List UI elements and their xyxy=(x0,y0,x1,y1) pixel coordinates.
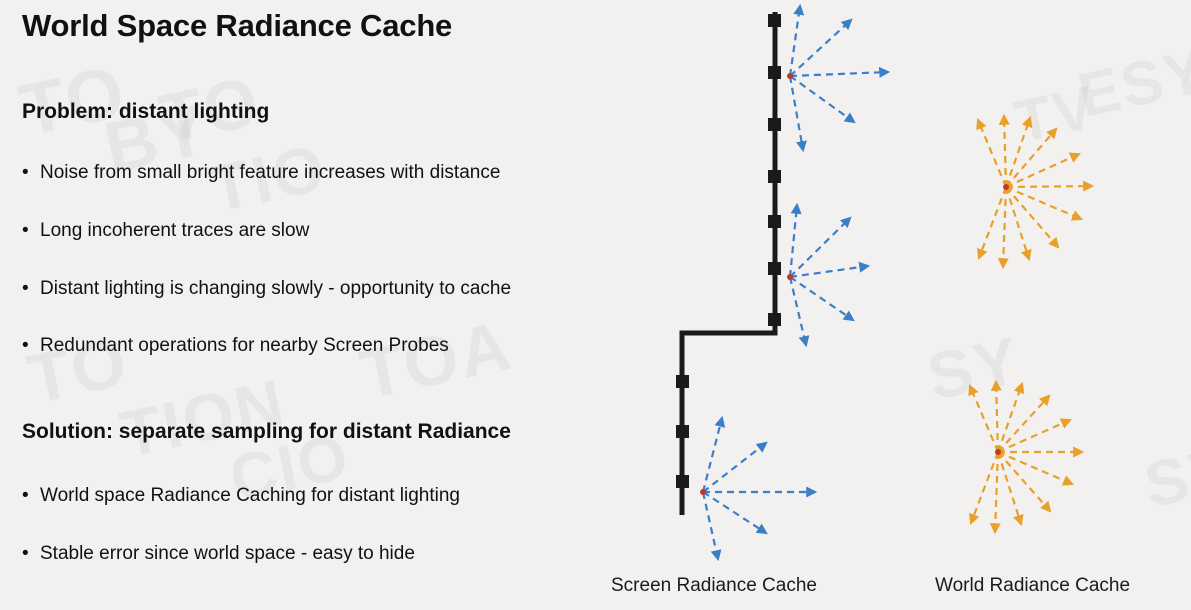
watermark-text xyxy=(353,305,519,415)
screen-probe-fan-bottom xyxy=(703,418,815,559)
bullet-marker: • xyxy=(22,278,29,299)
world-probe-fan-top xyxy=(978,116,1092,267)
list-item-text: Long incoherent traces are slow xyxy=(40,220,310,241)
list-item xyxy=(22,486,460,507)
probe-point xyxy=(1003,184,1009,190)
bullet-marker: • xyxy=(22,335,29,356)
list-item xyxy=(22,336,449,357)
probe-point xyxy=(995,449,1001,455)
probe-point xyxy=(787,73,793,79)
list-item-text: Redundant operations for nearby Screen Probes xyxy=(40,335,449,356)
bullet-marker: • xyxy=(22,162,29,183)
wall-geometry xyxy=(676,12,781,515)
caption-screen-radiance-cache: Screen Radiance Cache xyxy=(611,575,817,596)
bullet-marker: • xyxy=(22,543,29,564)
list-item-text: Stable error since world space - easy to hide xyxy=(40,543,415,564)
list-item xyxy=(22,544,415,565)
caption-world-radiance-cache: World Radiance Cache xyxy=(935,575,1131,596)
list-item xyxy=(22,279,511,300)
list-item-text: Distant lighting is changing slowly - opportunity to cache xyxy=(40,278,512,299)
list-item xyxy=(22,221,309,242)
list-item-text: Noise from small bright feature increases with distance xyxy=(40,162,501,183)
radiance-cache-diagram xyxy=(600,0,1191,610)
list-item xyxy=(22,163,500,184)
world-probe-fan-bottom xyxy=(970,382,1082,532)
section-heading-problem: Problem: distant lighting xyxy=(22,100,270,123)
probe-point xyxy=(700,489,706,495)
bullet-marker: • xyxy=(22,485,29,506)
list-item-text: World space Radiance Caching for distant lighting xyxy=(40,485,460,506)
page-title: World Space Radiance Cache xyxy=(22,8,453,43)
screen-probe-fan-top xyxy=(790,6,888,150)
probe-point xyxy=(787,274,793,280)
bullet-marker: • xyxy=(22,220,29,241)
screen-probe-fan-middle xyxy=(790,205,868,345)
watermark-text xyxy=(114,364,292,473)
section-heading-solution: Solution: separate sampling for distant Radiance xyxy=(22,420,511,443)
